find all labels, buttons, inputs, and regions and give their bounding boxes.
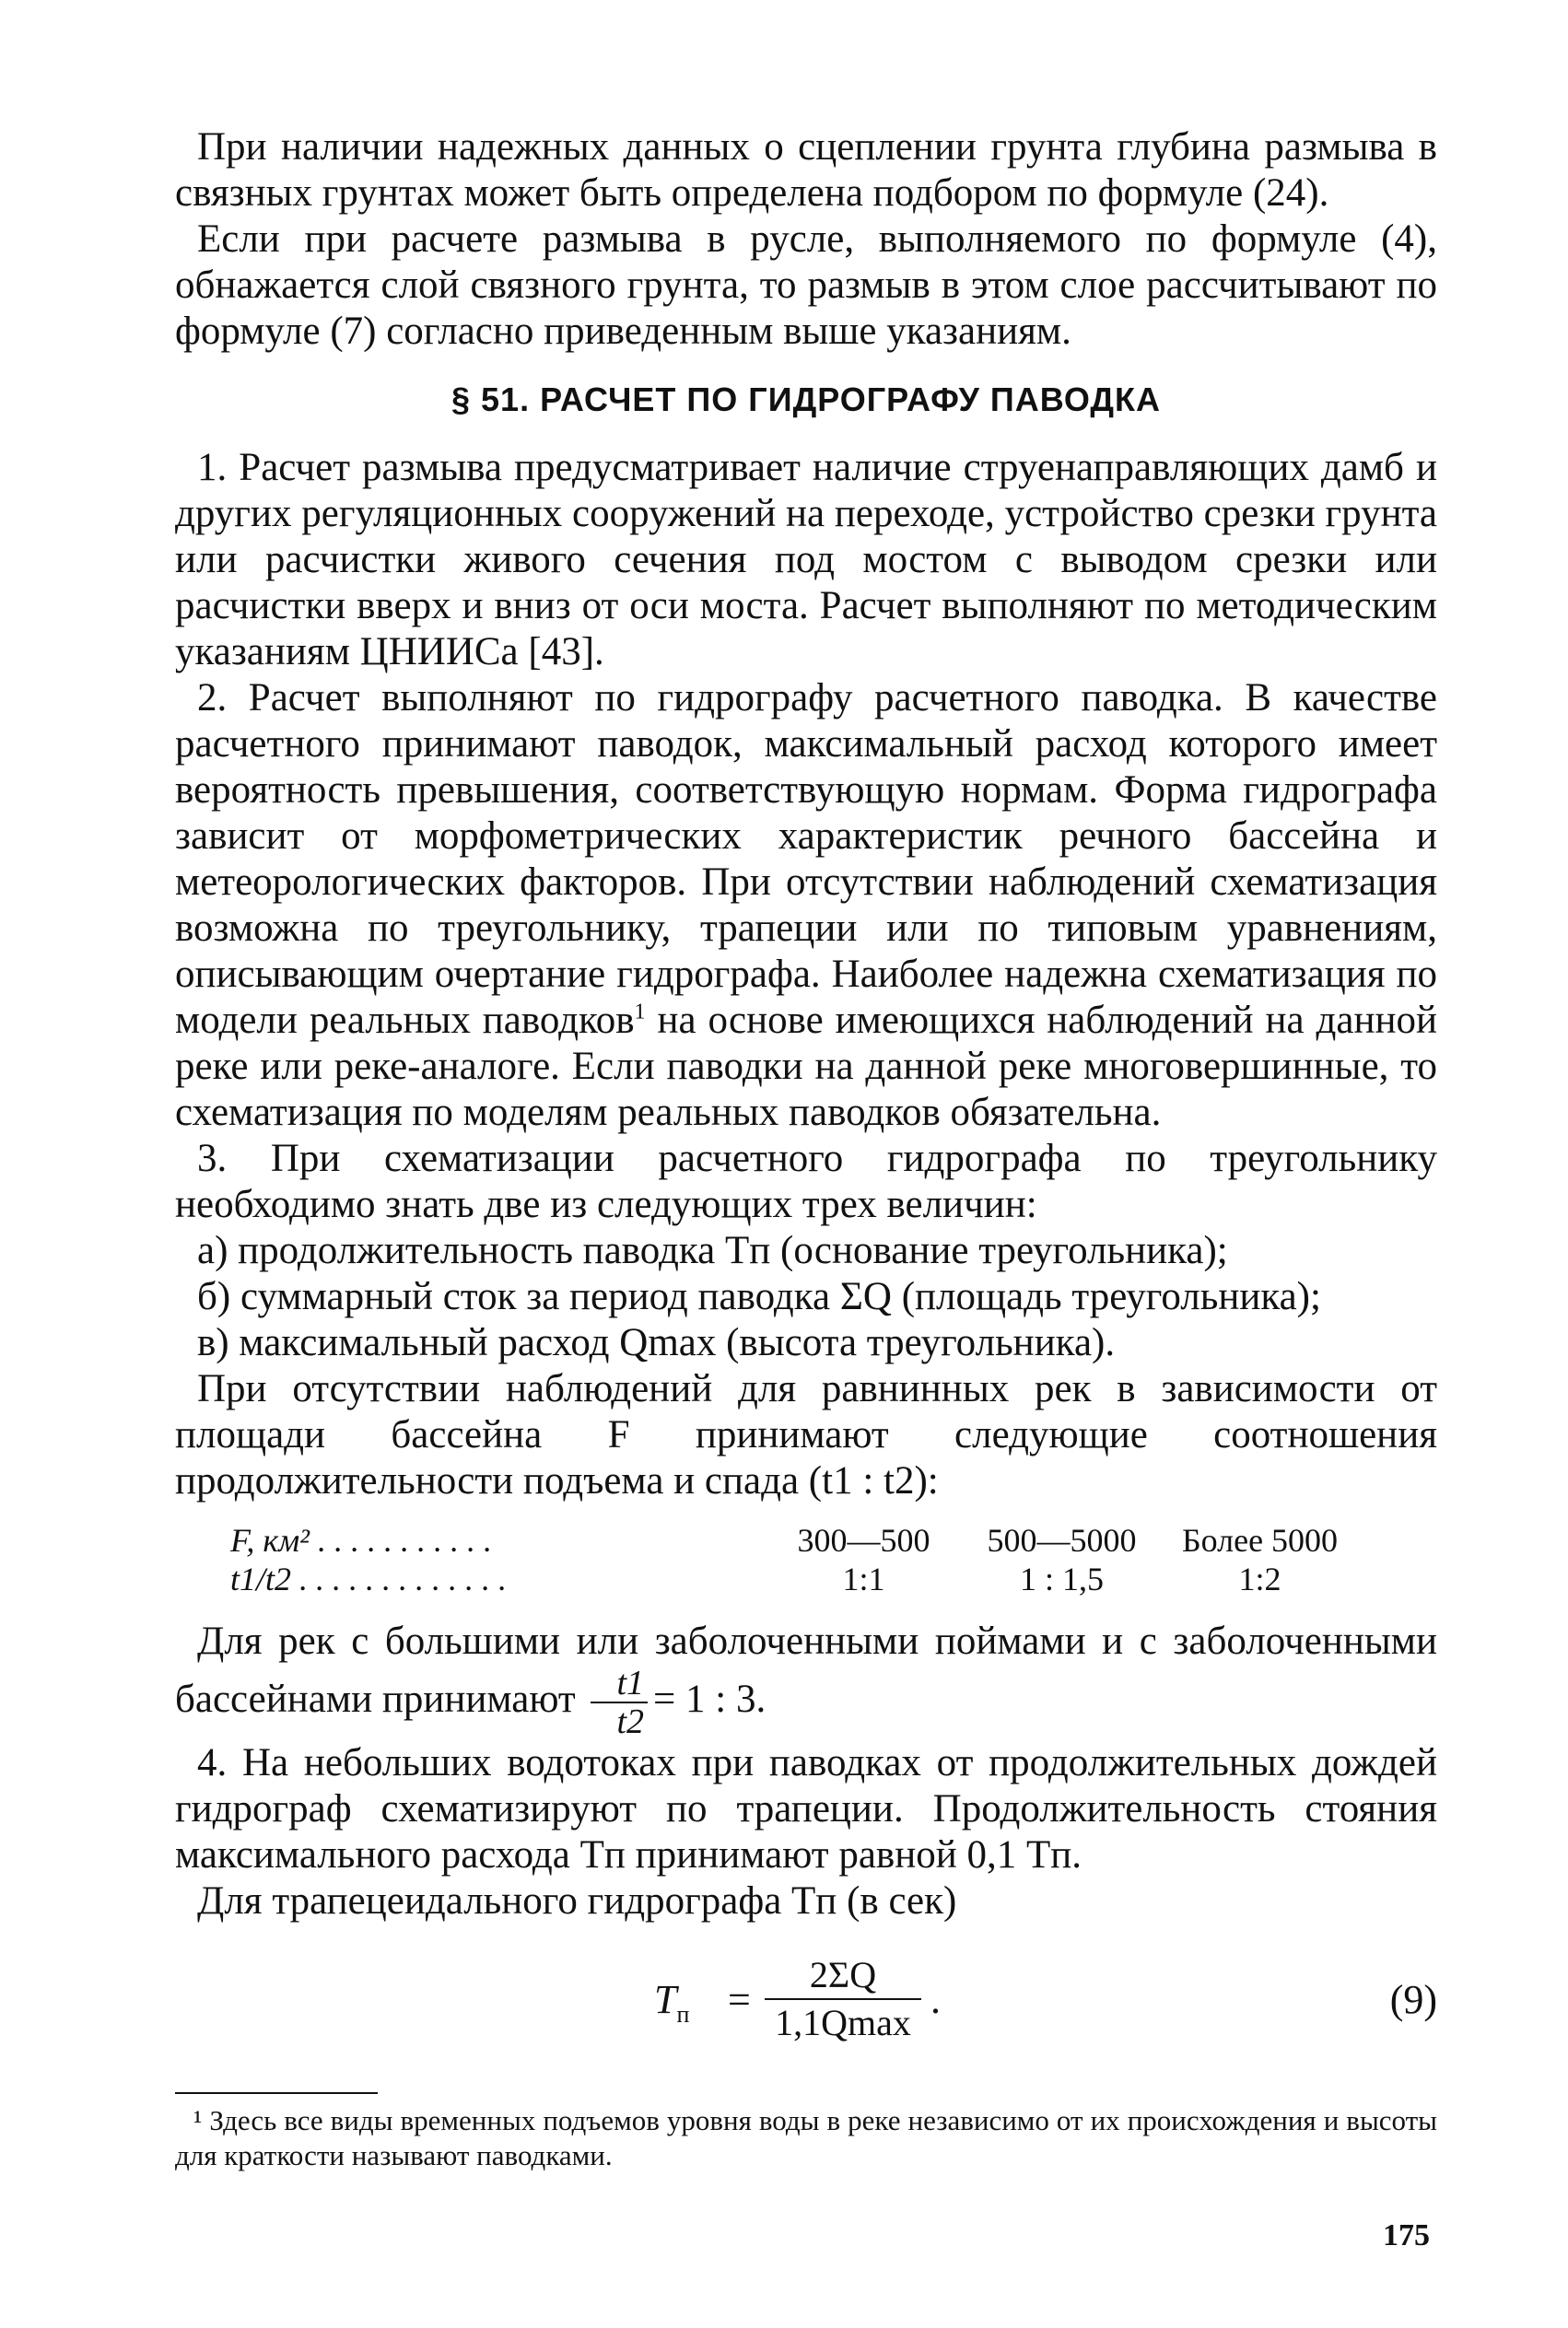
swamp-paragraph	[175, 1619, 1437, 1740]
item-1-paragraph: 1. Расчет размыва предусматривает наличие струенаправляющих дамб и других регуляционных сооружений на переходе, устройство срезки грунта или расчистки живого сечения под мостом с выводом срезки или расчистки вверх и вниз от оси моста. Расчет выполняют по методическим указаниям ЦНИИСа [43].	[175, 446, 1437, 673]
intro-paragraph-2: Если при расчете размыва в русле, выполняемого по формуле (4), обнажается слой связного грунта, то размыв в этом слое рассчитывают по формуле (7) согласно приведенным выше указаниям.	[175, 217, 1437, 353]
formula-numerator: 2ΣQ	[765, 1952, 921, 2000]
formula-lhs	[654, 1976, 689, 2029]
item-3-paragraph: 3. При схематизации расчетного гидрографа по треугольнику необходимо знать две из следующих трех величин:	[175, 1137, 1437, 1226]
footnote-divider	[175, 2092, 378, 2094]
table-cell: 1 : 1,5	[1019, 1561, 1104, 1597]
fraction-denominator: t2	[616, 1702, 645, 1741]
formula-9	[175, 1952, 1437, 2072]
page-body	[175, 124, 1437, 2173]
fraction-numerator: t1	[591, 1665, 648, 1703]
table-cell: 1:1	[842, 1561, 885, 1597]
table-cell: 300—500	[797, 1522, 930, 1559]
trapezoid-paragraph: Для трапецеидального гидрографа Tп (в сек)	[197, 1879, 957, 1923]
swamp-text: Для рек с большими или заболоченными поймами и с заболоченными бассейнами принимают	[175, 1620, 1437, 1721]
table-cell: 500—5000	[987, 1522, 1137, 1559]
formula-lhs-subscript: п	[676, 2000, 690, 2028]
table-cell: Более 5000	[1181, 1522, 1339, 1559]
item-3c: в) максимальный расход Qmax (высота треугольника).	[197, 1321, 1116, 1364]
footnote-mark: ¹	[193, 2104, 203, 2136]
item-3a: а) продолжительность паводка Tп (основание треугольника);	[197, 1229, 1228, 1272]
formula-equals: =	[728, 1977, 751, 2022]
intro-paragraph-1: При наличии надежных данных о сцеплении грунта глубина размыва в связных грунтах может быть определена подбором по формуле (24).	[175, 125, 1437, 215]
formula-lhs-symbol: T	[654, 1977, 677, 2022]
table-row-label-area: F, км² . . . . . . . . . . .	[230, 1522, 492, 1559]
table-row	[230, 1560, 1359, 1598]
page-number: 175	[1383, 2218, 1430, 2252]
item-2-text-before: 2. Расчет выполняют по гидрографу расчетного паводка. В качестве расчетного принимают паводок, максимальный расход которого имеет вероятность превышения, соответствующую нормам. Форма гидрографа зависит от морфометрических характеристик речного бассейна и метеорологических факторов. При отсутствии наблюдений схематизация возможна по треугольнику, трапеции или по типовым уравнениям, описывающим очертание гидрографа. Наиболее надежна схематизация по модели реальных паводков	[175, 676, 1437, 1042]
footnote-text: Здесь все виды временных подъемов уровня воды в реке независимо от их происхождения и высоты для краткости называют паводками.	[175, 2104, 1437, 2171]
table-row-label-ratio: t1/t2 . . . . . . . . . . . . .	[230, 1561, 508, 1597]
section-heading: § 51. РАСЧЕТ ПО ГИДРОГРАФУ ПАВОДКА	[451, 380, 1161, 418]
footnote-reference: 1	[634, 1000, 646, 1024]
formula-period: .	[930, 1977, 941, 2022]
equation-number: (9)	[1389, 1977, 1437, 2022]
item-4-paragraph: 4. На небольших водотоках при паводках от продолжительных дождей гидрограф схематизируют по трапеции. Продолжительность стояния максимального расхода Tп принимают равной 0,1 Tп.	[175, 1741, 1437, 1877]
item-3b: б) суммарный сток за период паводка ΣQ (площадь треугольника);	[197, 1275, 1321, 1318]
ratio-fraction	[591, 1665, 648, 1740]
ratio-table	[230, 1521, 1359, 1598]
item-3-continuation: При отсутствии наблюдений для равнинных рек в зависимости от площади бассейна F принимают следующие соотношения продолжительности подъема и спада (t1 : t2):	[175, 1367, 1437, 1503]
swamp-ratio: = 1 : 3.	[653, 1677, 766, 1721]
footnote	[175, 2103, 1437, 2173]
item-2-text-after: на основе имеющихся наблюдений на данной реке или реке-аналоге. Если паводки на данной реке многовершинные, то схематизация по моделям реальных паводков обязательна.	[175, 999, 1437, 1134]
item-2-paragraph	[175, 675, 1437, 1136]
formula-fraction	[765, 1952, 921, 2046]
formula-denominator: 1,1Qmax	[775, 2002, 911, 2043]
table-row	[230, 1521, 1359, 1560]
table-cell: 1:2	[1238, 1561, 1281, 1597]
